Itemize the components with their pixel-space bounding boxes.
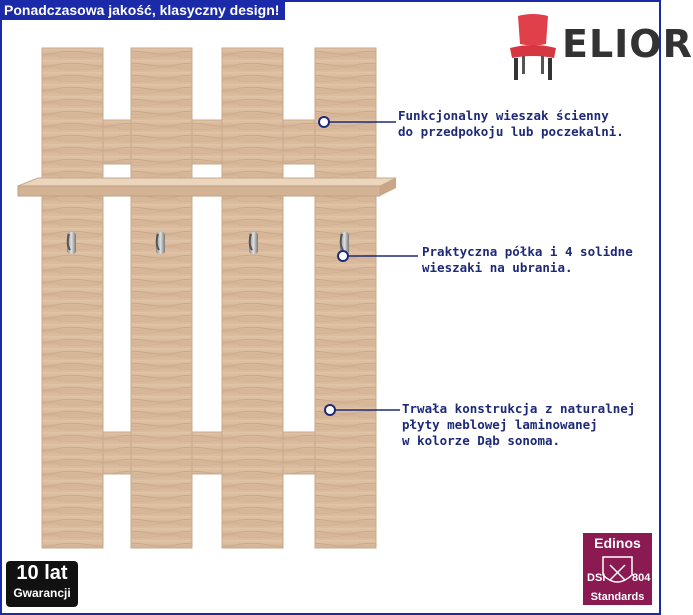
- certificate-code-right: 804: [632, 572, 651, 584]
- hook-3: [249, 232, 258, 254]
- warranty-years: 10 lat: [16, 562, 68, 584]
- warranty-label: Gwarancji: [13, 586, 71, 600]
- warranty-badge: [6, 561, 78, 607]
- promo-banner: Ponadczasowa jakość, klasyczny design!: [0, 0, 285, 20]
- certificate-brand: Edinos: [594, 535, 641, 551]
- callout-text-2: Praktyczna półka i 4 solidne wieszaki na ubrania.: [422, 244, 633, 275]
- callout-text-1: Funkcjonalny wieszak ścienny do przedpokoju lub poczekalni.: [398, 108, 624, 139]
- hook-1: [67, 232, 76, 254]
- plank-3: [222, 48, 283, 548]
- plank-2: [131, 48, 192, 548]
- certificate-label: Standards: [590, 591, 645, 603]
- certificate-badge: [583, 533, 652, 605]
- certificate-code-left: DSI: [587, 572, 606, 584]
- plank-1: [42, 48, 103, 548]
- shield-icon: [583, 553, 652, 593]
- hook-2: [156, 232, 165, 254]
- shelf-front: [18, 186, 380, 196]
- shelf-top: [18, 178, 396, 186]
- callout-text-3: Trwała konstrukcja z naturalnej płyty meblowej laminowanej w kolorze Dąb sonoma.: [402, 401, 636, 448]
- brand-logo-text: ELIOR: [562, 22, 693, 66]
